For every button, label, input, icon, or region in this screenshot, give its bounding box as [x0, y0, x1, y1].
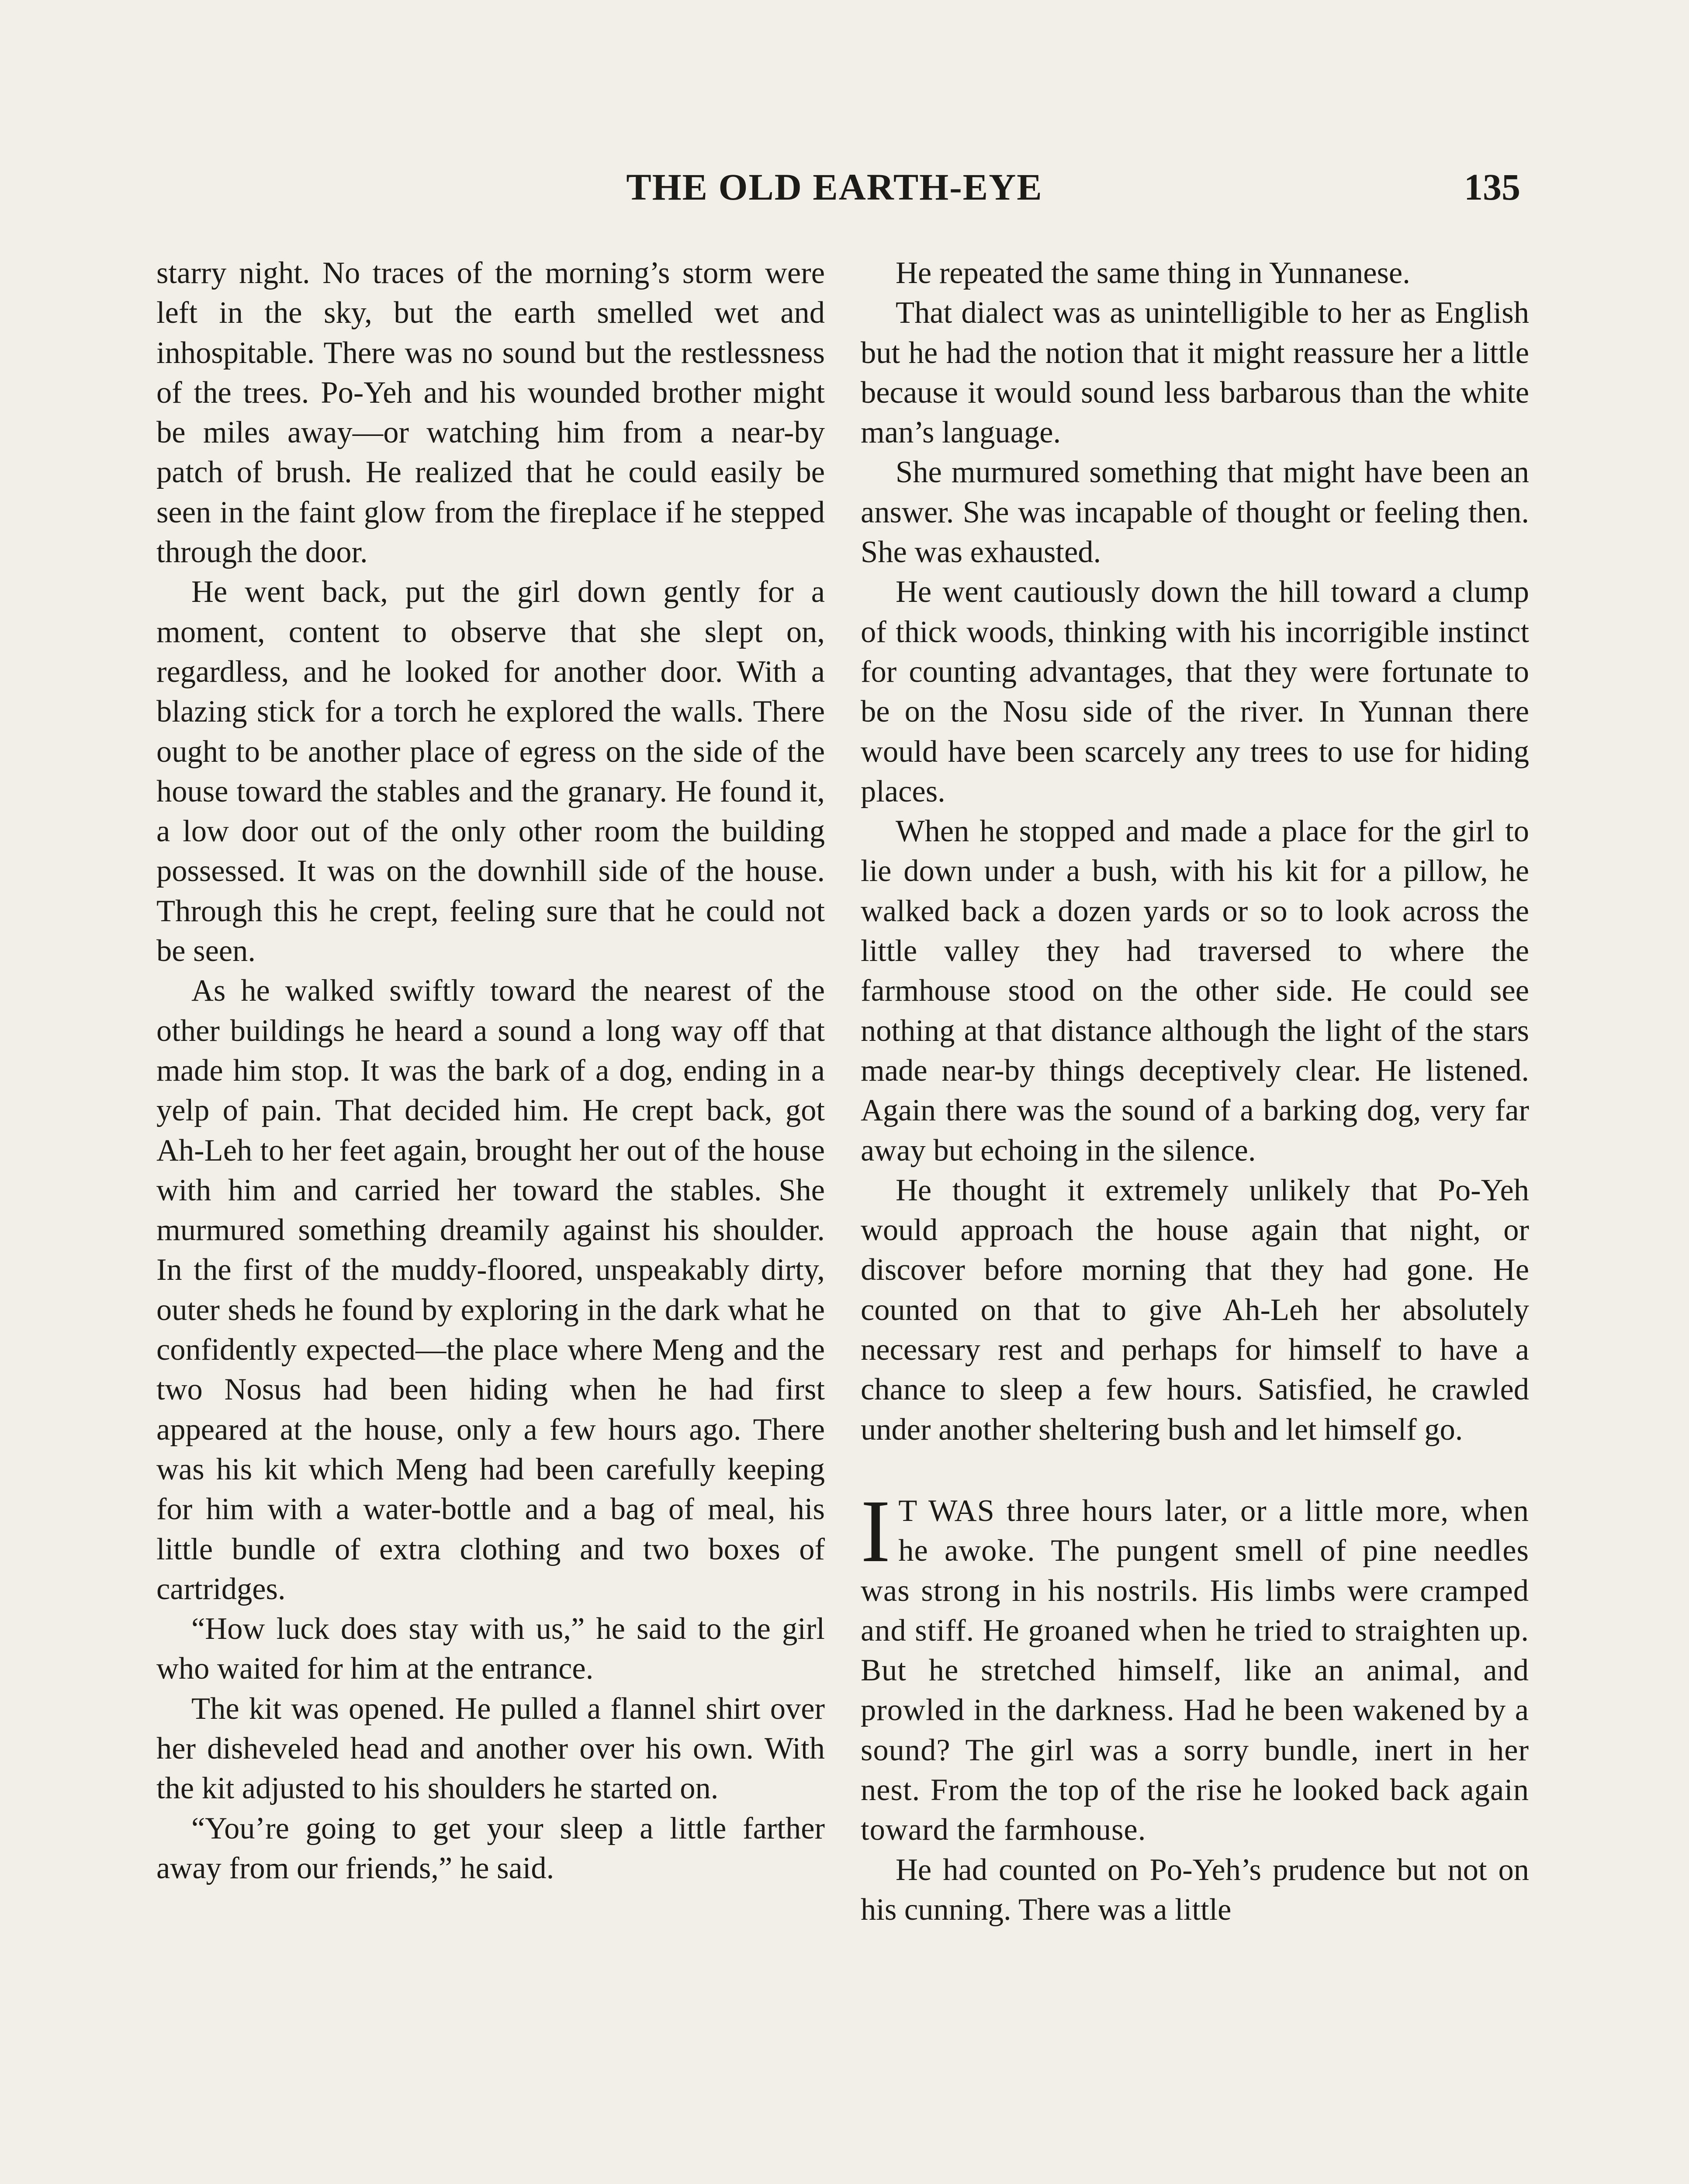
paragraph: As he walked swiftly toward the nearest of the other buildings he heard a sound a long way off that made him stop. It was the bark of a dog, ending in a yelp of pain. That decided him. He crept back, got Ah-Leh to her feet again, brought her out of the house with him and carried her toward the stables. She murmured something dreamily against his shoulder. In the first of the muddy-floored, unspeakably dirty, outer sheds he found by exploring in the dark what he confidently expected—the place where Meng and the two Nosus had been hiding when he had first appeared at the house, only a few hours ago. There was his kit which Meng had been carefully keeping for him with a water-bottle and a bag of meal, his little bundle of extra clothing and two boxes of cartridges. [156, 974, 825, 1606]
paragraph: He went cautiously down the hill toward a clump of thick woods, thinking with his incorrigible instinct for counting advantages, that they were fortunate to be on the Nosu side of the river. In Yunnan there would have been scarcely any trees to use for hiding places. [861, 575, 1529, 809]
section-opening-text: T WAS three hours later, or a little more, when he awoke. The pungent smell of pine needles was strong in his nostrils. His limbs were cramped and stiff. He groaned when he tried to straighten up. But he stretched himself, like an animal, and prowled in the darkness. Had he been wakened by a sound? The girl was a sorry bundle, inert in her nest. From the top of the rise he looked back again toward the farmhouse. [861, 1493, 1529, 1847]
paragraph: He thought it extremely unlikely that Po-Yeh would approach the house again that night, or discover before morning that they had gone. He counted on that to give Ah-Leh her absolutely necessary rest and perhaps for himself to have a chance to sleep a few hours. Satisfied, he crawled under another sheltering bush and let himself go. [861, 1173, 1529, 1447]
page-number: 135 [1464, 166, 1520, 208]
section-opening-paragraph [861, 1481, 1529, 1850]
paragraph: She murmured something that might have been an answer. She was incapable of thought or feeling then. She was exhausted. [861, 455, 1529, 570]
paragraph: “You’re going to get your sleep a little farther away from our friends,” he said. [156, 1811, 825, 1885]
paragraph: He had counted on Po-Yeh’s prudence but not on his cunning. There was a little [861, 1852, 1529, 1927]
paragraph: When he stopped and made a place for the girl to lie down under a bush, with his kit for a pillow, he walked back a dozen yards or so to look across the little valley they had traversed to where the farmhouse stood on the other side. He could see nothing at that distance although the light of the stars made near-by things deceptively clear. He listened. Again there was the sound of a barking dog, very far away but echoing in the silence. [861, 814, 1529, 1168]
paragraph: He went back, put the girl down gently for a moment, content to observe that she slept on, regardless, and he looked for another door. With a blazing stick for a torch he explored the walls. There ought to be another place of egress on the side of the house toward the stables and the granary. He found it, a low door out of the only other room the building possessed. It was on the downhill side of the house. Through this he crept, feeling sure that he could not be seen. [156, 575, 825, 968]
page-header [149, 165, 1520, 213]
paragraph: That dialect was as unintelligible to her as English but he had the notion that it might reassure her a little because it would sound less barbarous than the white man’s language. [861, 296, 1529, 450]
paragraph: starry night. No traces of the morning’s storm were left in the sky, but the earth smelled wet and inhospitable. There was no sound but the restlessness of the trees. Po-Yeh and his wounded brother might be miles away—or watching him from a near-by patch of brush. He realized that he could easily be seen in the faint glow from the fireplace if he stepped through the door. [156, 256, 825, 570]
right-column [861, 253, 1529, 1930]
section-break [861, 1450, 1529, 1491]
paragraph: “How luck does stay with us,” he said to the girl who waited for him at the entrance. [156, 1612, 825, 1686]
left-column [156, 253, 825, 1888]
drop-cap: I [861, 1481, 891, 1581]
running-head: THE OLD EARTH-EYE [626, 166, 1043, 208]
paragraph: He repeated the same thing in Yunnanese. [896, 256, 1410, 290]
paragraph: The kit was opened. He pulled a flannel shirt over her disheveled head and another over his own. With the kit adjusted to his shoulders he started on. [156, 1691, 825, 1806]
